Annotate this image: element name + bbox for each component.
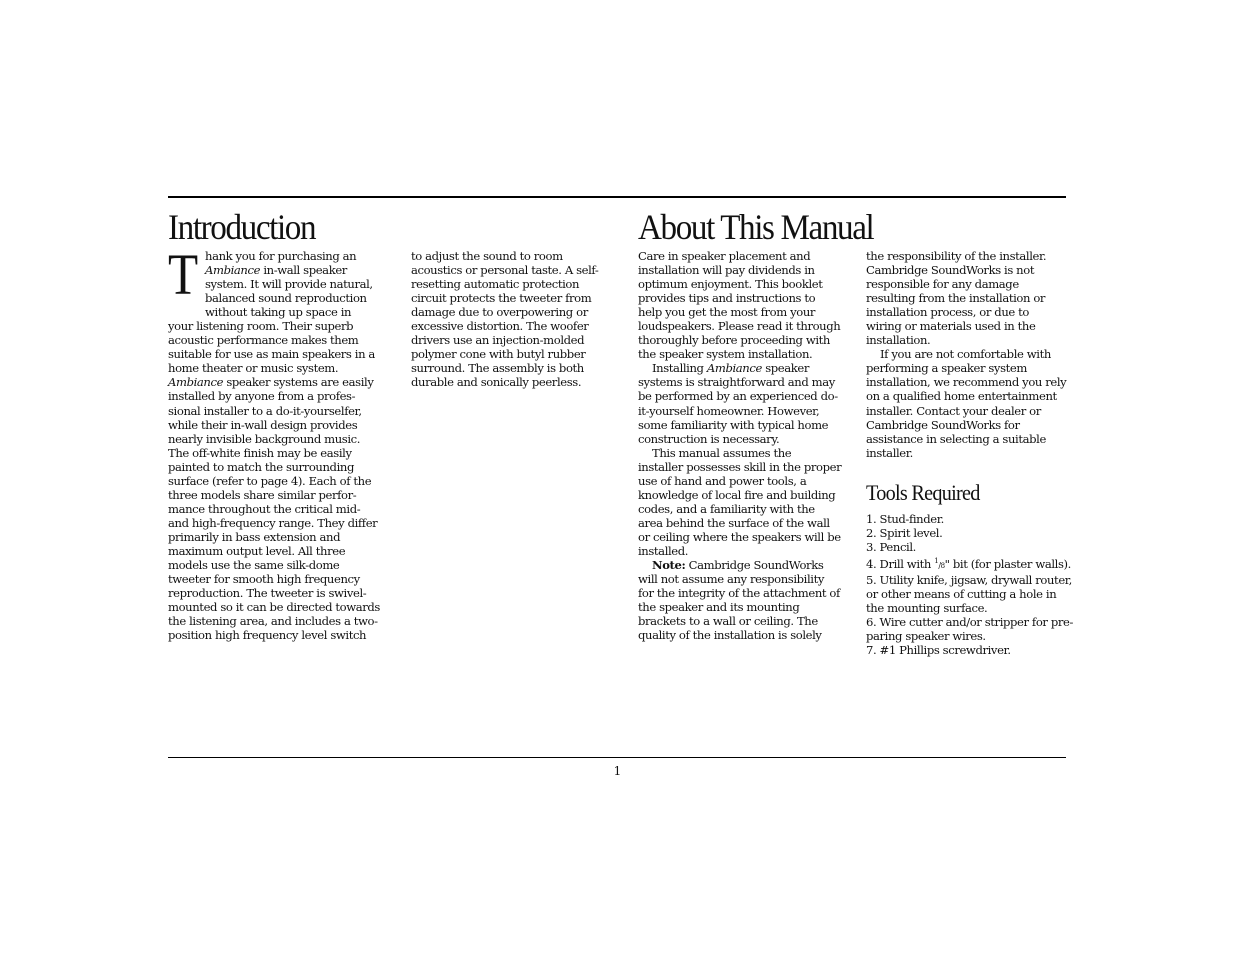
text-line: installation. [866,333,931,348]
text-line: the speaker system installation. [638,347,813,362]
text-line: will not assume any responsibility [638,572,824,587]
text-line: drivers use an injection-molded [411,333,585,348]
text-line: wiring or materials used in the [866,319,1036,334]
text-line: performing a speaker system [866,361,1027,376]
text-line: 2. Spirit level. [866,525,943,540]
text-line: acoustics or personal taste. A self- [411,263,599,278]
text-line: 3. Pencil. [866,539,916,554]
text-fragment: Installing [652,361,707,376]
text-line: knowledge of local fire and building [638,487,836,502]
text-line [638,558,852,572]
text-line: assistance in selecting a suitable [866,431,1046,446]
top-rule [168,196,1066,198]
text-line: systems is straightforward and may [638,375,835,390]
text-line: quality of the installation is solely [638,628,822,643]
text-line: your listening room. Their superb [168,319,354,334]
text-line: durable and sonically peerless. [411,375,582,390]
text-line: resetting automatic protection [411,277,580,292]
text-line: installer. [866,445,913,460]
text-line: Cambridge SoundWorks is not [866,263,1035,278]
tools-required-heading: Tools Required [866,479,980,505]
text-line: hank you for purchasing an [205,249,357,263]
text-fragment: speaker systems are easily [223,375,374,390]
text-line: reproduction. The tweeter is swivel- [168,586,367,601]
about-column-2 [866,249,1071,657]
text-line: polymer cone with butyl rubber [411,347,586,362]
list-item [866,643,1071,657]
bottom-rule [168,757,1066,758]
text-line: resulting from the installation or [866,291,1046,306]
page-number: 1 [613,764,622,778]
text-line [168,263,382,277]
text-line: painted to match the surrounding [168,459,354,474]
text-line: and high-frequency range. They differ [168,515,378,530]
note-label: Note: [652,558,686,573]
product-name: Ambiance [706,361,762,376]
text-line: 1. Stud-finder. [866,511,944,526]
text-line: installation, we recommend you rely [866,375,1067,390]
list-item [866,512,1071,526]
introduction-column-2 [411,249,625,389]
text-line: mounted so it can be directed towards [168,600,380,615]
text-line: to adjust the sound to room [411,249,563,263]
text-line: This manual assumes the [652,445,792,460]
text-line [638,361,852,375]
text-line: system. It will provide natural, [205,277,373,292]
list-item [866,573,1071,615]
text-fragment: in-wall speaker [260,263,347,278]
text-line: nearly invisible background music. [168,431,361,446]
text-line: home theater or music system. [168,361,339,376]
list-item [866,540,1071,554]
text-line: without taking up space in [205,305,352,320]
text-line: the listening area, and includes a two- [168,614,378,629]
list-item [866,526,1071,540]
text-line: responsible for any damage [866,277,1019,292]
list-item [866,615,1071,643]
text-line: some familiarity with typical home [638,417,829,432]
text-line: balanced sound reproduction [205,291,367,306]
text-line: acoustic performance makes them [168,333,359,348]
text-line: installed by anyone from a profes- [168,389,356,404]
text-line: mance throughout the critical mid- [168,501,361,516]
text-line: excessive distortion. The woofer [411,319,589,334]
text-line: models use the same silk-dome [168,558,340,573]
about-this-manual-heading: About This Manual [638,207,874,247]
text-line: the responsibility of the installer. [866,249,1047,263]
text-line: primarily in bass extension and [168,529,341,544]
introduction-column-1 [168,242,382,643]
text-line: codes, and a familiarity with the [638,501,815,516]
text-line: thoroughly before proceeding with [638,333,830,348]
text-line: installation will pay dividends in [638,263,815,278]
text-line: installer. Contact your dealer or [866,403,1041,418]
text-line: loudspeakers. Please read it through [638,319,841,334]
text-line: If you are not comfortable with [880,347,1051,362]
intro-paragraph [168,242,382,643]
text-line: three models share similar perfor- [168,487,357,502]
text-line: Cambridge SoundWorks for [866,417,1020,432]
product-name: Ambiance [168,375,224,390]
text-line: damage due to overpowering or [411,305,588,320]
text-line: brackets to a wall or ceiling. The [638,614,818,629]
text-line: help you get the most from your [638,305,816,320]
text-line: The off-white finish may be easily [168,445,352,460]
text-line: provides tips and instructions to [638,291,816,306]
text-fragment: Cambridge SoundWorks [685,558,824,573]
list-item [866,554,1071,573]
text-line: the speaker and its mounting [638,600,800,615]
text-line: position high frequency level switch [168,628,367,643]
drop-cap: T [168,242,198,307]
text-line: be performed by an experienced do- [638,389,838,404]
text-line: the mounting surface. [866,600,988,615]
product-name: Ambiance [205,263,261,278]
text-line [866,554,1071,573]
text-line: 6. Wire cutter and/or stripper for pre- [866,614,1073,629]
fraction-denominator: 8 [940,561,945,570]
text-line: tweeter for smooth high frequency [168,572,360,587]
text-line: 7. #1 Phillips screwdriver. [866,642,1011,657]
text-line [168,375,382,389]
text-line: on a qualified home entertainment [866,389,1057,404]
text-line: it-yourself homeowner. However, [638,403,820,418]
about-column-1 [638,249,852,642]
text-line: installation process, or due to [866,305,1029,320]
text-line: surround. The assembly is both [411,361,584,376]
text-line: maximum output level. All three [168,543,346,558]
fraction-slash: / [938,560,941,570]
text-line: paring speaker wires. [866,628,986,643]
text-line: or ceiling where the speakers will be [638,529,841,544]
text-line: or other means of cutting a hole in [866,586,1057,601]
text-line: suitable for use as main speakers in a [168,347,375,362]
text-line: installer possesses skill in the proper [638,459,842,474]
tools-list [866,512,1071,657]
text-fragment: " bit (for plaster walls). [944,556,1071,571]
fraction-numerator: 1 [934,556,939,565]
text-line: 5. Utility knife, jigsaw, drywall router, [866,572,1072,587]
text-line: use of hand and power tools, a [638,473,807,488]
text-line: optimum enjoyment. This booklet [638,277,823,292]
introduction-heading: Introduction [168,207,316,247]
text-fragment: speaker [761,361,809,376]
text-line: while their in-wall design provides [168,417,358,432]
text-fragment: 4. Drill with [866,556,935,571]
text-line: area behind the surface of the wall [638,515,830,530]
text-line: surface (refer to page 4). Each of the [168,473,372,488]
text-line: construction is necessary. [638,431,780,446]
text-line: circuit protects the tweeter from [411,291,592,306]
text-line: for the integrity of the attachment of [638,586,840,601]
text-line: Care in speaker placement and [638,249,811,263]
text-line: installed. [638,543,689,558]
text-line: sional installer to a do-it-yourselfer, [168,403,362,418]
